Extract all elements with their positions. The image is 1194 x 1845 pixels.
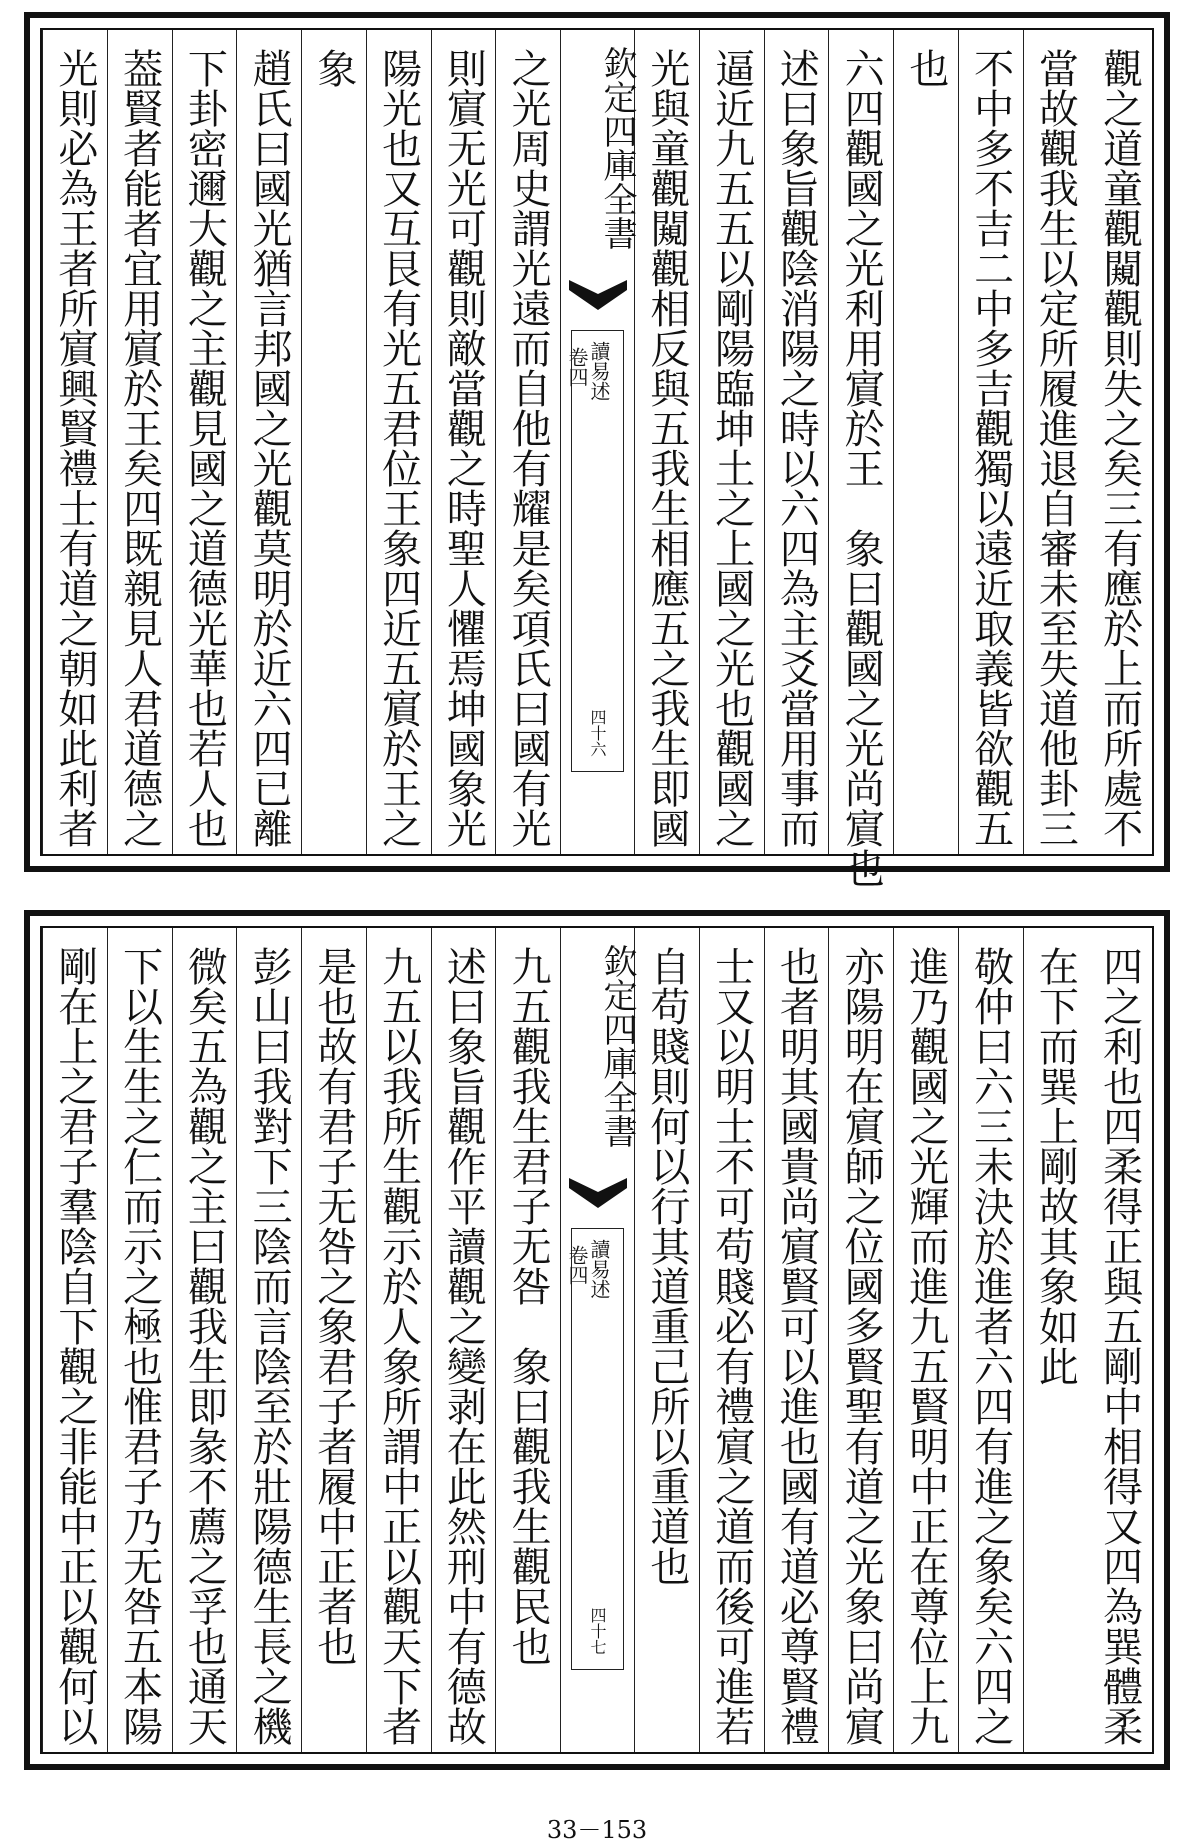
text-column <box>107 928 172 1752</box>
column-text: 陽光也又互艮有光五君位王象四近五賔於王之 <box>375 48 422 848</box>
spine-box <box>565 1228 624 1670</box>
column-text: 亦陽明在賔師之位國多賢聖有道之光象曰尚賔 <box>838 946 885 1746</box>
column-text: 九五觀我生君子无咎 象曰觀我生觀民也 <box>505 946 552 1666</box>
text-column <box>42 30 107 854</box>
column-text: 逼近九五五以剛陽臨坤土之上國之光也觀國之 <box>708 48 755 848</box>
column-text: 述曰象旨觀作平讀觀之變剥在此然刑中有德故 <box>440 946 487 1746</box>
text-column <box>172 928 237 1752</box>
text-column <box>42 928 107 1752</box>
text-column <box>431 928 496 1752</box>
text-column <box>236 30 301 854</box>
column-text: 不中多不吉二中多吉觀獨以遠近取義皆欲觀五 <box>967 48 1014 848</box>
text-column <box>107 30 172 854</box>
book-title: 欽定四庫全書 <box>597 46 637 250</box>
text-column <box>828 928 893 1752</box>
text-column <box>893 30 958 854</box>
column-text: 自苟賤則何以行其道重己所以重道也 <box>643 946 690 1586</box>
column-text: 在下而巽上剛故其象如此 <box>1032 946 1079 1386</box>
text-column <box>301 928 366 1752</box>
column-text: 六四觀國之光利用賔於王 象曰觀國之光尚賔也 <box>838 48 885 888</box>
volume-label: 卷四 <box>565 347 589 387</box>
text-column <box>958 928 1023 1752</box>
book-name: 讀易述 <box>587 341 611 401</box>
text-column <box>172 30 237 854</box>
text-column <box>1087 30 1152 854</box>
bottom-page-spread <box>24 910 1170 1770</box>
fish-tail-mark-icon <box>569 1178 627 1214</box>
text-column <box>366 928 431 1752</box>
column-text: 光與童觀闚觀相反與五我生相應五之我生即國 <box>643 48 690 848</box>
book-title: 欽定四庫全書 <box>597 944 637 1148</box>
column-text: 趙氏曰國光猶言邦國之光觀莫明於近六四已離 <box>246 48 293 848</box>
column-text: 剛在上之君子羣陰自下觀之非能中正以觀何以 <box>51 946 98 1746</box>
column-text: 當故觀我生以定所履進退自審未至失道他卦三 <box>1032 48 1079 848</box>
text-column <box>1023 928 1088 1752</box>
column-text: 也 <box>902 48 949 88</box>
column-text: 之光周史謂光遠而自他有耀是矣項氏曰國有光 <box>505 48 552 848</box>
text-column <box>301 30 366 854</box>
folio-number: 四十七 <box>588 1607 607 1655</box>
column-text: 觀之道童觀闚觀則失之矣三有應於上而所處不 <box>1096 48 1143 848</box>
column-text: 則賔无光可觀則敵當觀之時聖人懼焉坤國象光 <box>440 48 487 848</box>
top-page-spread <box>24 12 1170 888</box>
text-column <box>1087 928 1152 1752</box>
center-spine <box>560 30 637 854</box>
page-number: 33－153 <box>546 1816 648 1844</box>
column-text: 述曰象旨觀陰消陽之時以六四為主爻當用事而 <box>773 48 820 848</box>
column-text: 四之利也四柔得正與五剛中相得又四為巽體柔 <box>1096 946 1143 1746</box>
column-text: 象 <box>310 48 357 88</box>
text-column <box>431 30 496 854</box>
column-text: 士又以明士不可苟賤必有禮賔之道而後可進若 <box>708 946 755 1746</box>
column-text: 是也故有君子无咎之象君子者履中正者也 <box>310 946 357 1666</box>
folio-number: 四十六 <box>588 709 607 757</box>
text-frame <box>40 926 1154 1754</box>
text-column <box>828 30 893 888</box>
spine-box <box>565 330 624 772</box>
column-text: 下卦密邇大觀之主觀見國之道德光華也若人也 <box>181 48 228 848</box>
text-column <box>366 30 431 854</box>
text-column <box>236 928 301 1752</box>
text-column <box>893 928 958 1752</box>
column-text: 也者明其國貴尚賔賢可以進也國有道必尊賢禮 <box>773 946 820 1746</box>
text-column <box>634 30 699 854</box>
text-column <box>699 928 764 1752</box>
text-column <box>764 30 829 854</box>
text-column <box>958 30 1023 854</box>
text-column <box>1023 30 1088 854</box>
text-frame <box>40 28 1154 888</box>
column-text: 葢賢者能者宜用賔於王矣四既親見人君道德之 <box>116 48 163 848</box>
text-column <box>495 30 560 854</box>
column-text: 九五以我所生觀示於人象所謂中正以觀天下者 <box>375 946 422 1746</box>
text-column <box>634 928 699 1752</box>
column-text: 進乃觀國之光輝而進九五賢明中正在尊位上九 <box>902 946 949 1746</box>
column-text: 彭山曰我對下三陰而言陰至於壯陽德生長之機 <box>246 946 293 1746</box>
text-column <box>764 928 829 1752</box>
volume-label: 卷四 <box>565 1245 589 1285</box>
column-text: 下以生生之仁而示之極也惟君子乃无咎五本陽 <box>116 946 163 1746</box>
book-name: 讀易述 <box>587 1239 611 1299</box>
fish-tail-mark-icon <box>569 280 627 316</box>
column-text: 微矣五為觀之主曰觀我生即彖不薦之孚也通天 <box>181 946 228 1746</box>
text-column <box>495 928 560 1752</box>
text-column <box>699 30 764 854</box>
column-text: 敬仲曰六三未決於進者六四有進之象矣六四之 <box>967 946 1014 1746</box>
center-spine <box>560 928 637 1752</box>
column-text: 光則必為王者所賔興賢禮士有道之朝如此利者 <box>51 48 98 848</box>
